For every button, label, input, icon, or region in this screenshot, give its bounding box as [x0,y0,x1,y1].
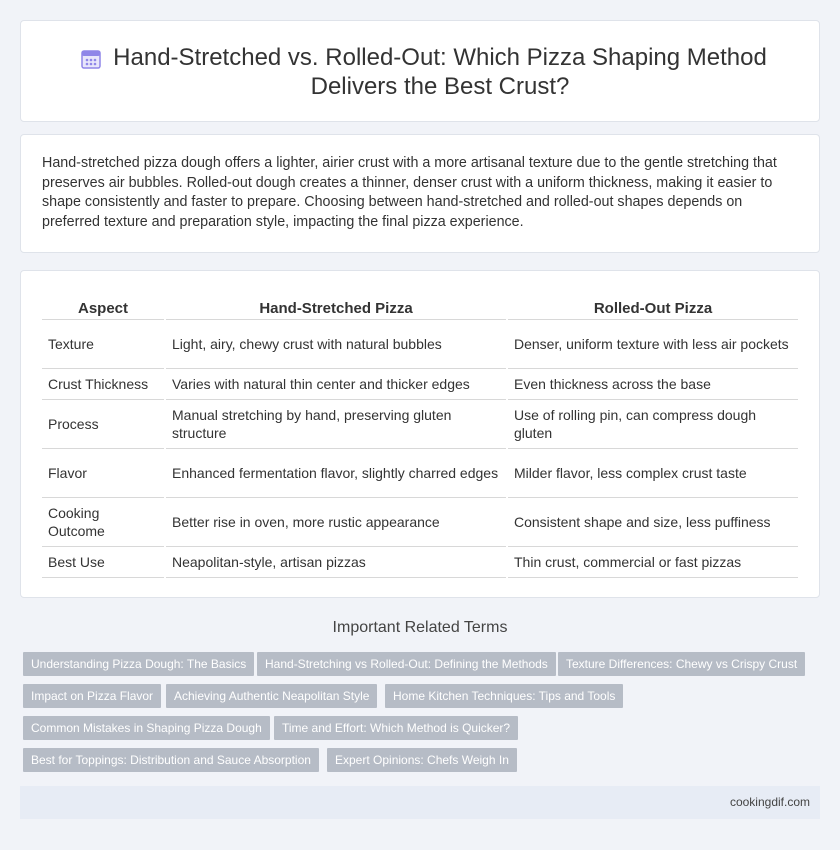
related-tag[interactable]: Common Mistakes in Shaping Pizza Dough [23,716,270,740]
related-tag[interactable]: Impact on Pizza Flavor [23,684,161,708]
page-title: Hand-Stretched vs. Rolled-Out: Which Pizza Shaping Method Delivers the Best Crust? [113,44,767,100]
table-cell: Best Use [42,546,165,577]
summary-text: Hand-stretched pizza dough offers a lighter, airier crust with a more artisanal texture due to the gentle stretching that preserves air bubbles. Rolled-out dough creates a thinner, denser crust with a uniform thickness, making it easier to shape consistently and faster to prepare. Choosing between hand-stretched and rolled-out shapes depends on preferred texture and preparation style, impacting the final pizza experience. [42,155,777,230]
footer-site[interactable]: cookingdif.com [729,795,810,809]
table-row [42,399,798,448]
summary-card [20,134,820,253]
footer [20,786,820,819]
related-tag[interactable]: Home Kitchen Techniques: Tips and Tools [385,684,623,708]
related-tag[interactable]: Time and Effort: Which Method is Quicker? [274,716,518,740]
comparison-table [42,297,798,578]
related-tag[interactable]: Achieving Authentic Neapolitan Style [166,684,377,708]
column-header-aspect: Aspect [42,297,165,319]
table-cell: Enhanced fermentation flavor, slightly charred edges [165,448,507,497]
related-tag[interactable]: Hand-Stretching vs Rolled-Out: Defining the Methods [257,652,556,676]
table-cell: Cooking Outcome [42,497,165,546]
title-card [20,20,820,122]
related-tag[interactable]: Expert Opinions: Chefs Weigh In [327,748,517,772]
related-tag[interactable]: Understanding Pizza Dough: The Basics [23,652,254,676]
comparison-table-card [20,270,820,598]
table-cell: Texture [42,319,165,368]
table-cell: Use of rolling pin, can compress dough gluten [507,399,798,448]
column-header-rolled-out: Rolled-Out Pizza [507,297,798,319]
table-row [42,497,798,546]
table-cell: Consistent shape and size, less puffiness [507,497,798,546]
table-row [42,448,798,497]
table-cell: Manual stretching by hand, preserving gluten structure [165,399,507,448]
related-terms-heading: Important Related Terms [332,619,508,636]
table-cell: Neapolitan-style, artisan pizzas [165,546,507,577]
table-row [42,546,798,577]
table-cell: Thin crust, commercial or fast pizzas [507,546,798,577]
table-row [42,368,798,399]
table-cell: Flavor [42,448,165,497]
table-cell: Process [42,399,165,448]
table-cell: Milder flavor, less complex crust taste [507,448,798,497]
table-cell: Denser, uniform texture with less air pockets [507,319,798,368]
table-cell: Better rise in oven, more rustic appearance [165,497,507,546]
related-tag[interactable]: Best for Toppings: Distribution and Sauce Absorption [23,748,319,772]
table-row [42,319,798,368]
column-header-hand-stretched: Hand-Stretched Pizza [165,297,507,319]
table-cell: Even thickness across the base [507,368,798,399]
table-header-row [42,297,798,319]
table-cell: Light, airy, chewy crust with natural bubbles [165,319,507,368]
table-cell: Crust Thickness [42,368,165,399]
related-tag[interactable]: Texture Differences: Chewy vs Crispy Crust [558,652,805,676]
table-cell: Varies with natural thin center and thicker edges [165,368,507,399]
